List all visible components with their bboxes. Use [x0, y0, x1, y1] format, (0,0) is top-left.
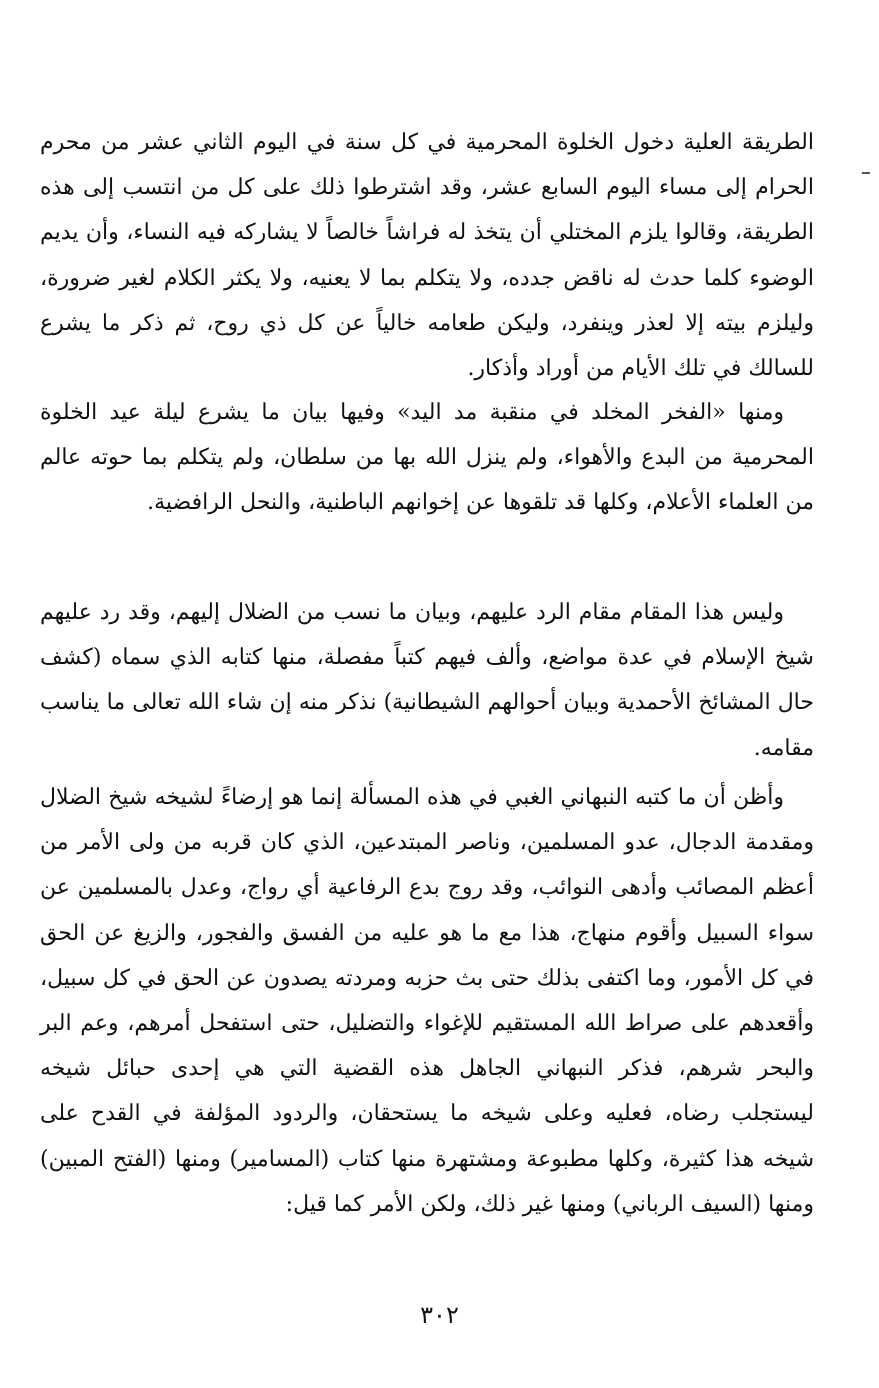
text-column-fourth: [40, 775, 814, 1227]
paragraph-3: وليس هذا المقام مقام الرد عليهم، وبيان ما نسب من الضلال إليهم، وقد رد عليهم شيخ الإسلام في عدة مواضع، وألف فيهم كتباً مفصلة، منها كتابه الذي سماه (كشف حال المشائخ الأحمدية وبيان أحوالهم الشيطانية) نذكر منه إن شاء الله تعالى ما يناسب مقامه.: [40, 600, 814, 761]
paragraph-2: ومنها «الفخر المخلد في منقبة مد اليد» وفيها بيان ما يشرع ليلة عيد الخلوة المحرمية من البدع والأهواء، ولم ينزل الله بها من سلطان، ولم يتكلم بما حوته عالم من العلماء الأعلام، وكلها قد تلقوها عن إخوانهم الباطنية، والنحل الرافضية.: [40, 400, 814, 516]
paragraph-4: وأظن أن ما كتبه النبهاني الغبي في هذه المسألة إنما هو إرضاءً لشيخه شيخ الضلال ومقدمة الدجال، عدو المسلمين، وناصر المبتدعين، الذي كان قربه من ولى الأمر من أعظم المصائب وأدهى النوائب، وقد روج بدع الرفاعية أي رواج، وعدل بالمسلمين عن سواء السبيل وأقوم منهاج، هذا مع ما هو عليه من الفسق والفجور، والزيغ عن الحق في كل الأمور، وما اكتفى بذلك حتى بث حزبه ومردته يصدون عن الحق في كل سبيل، وأقعدهم على صراط الله المستقيم للإغواء والتضليل، حتى استفحل أمرهم، وعم البر والبحر شرهم، فذكر النبهاني الجاهل هذه القضية التي هي إحدى حبائل شيخه ليستجلب رضاه، فعليه وعلى شيخه ما يستحقان، والردود المؤلفة في القدح على شيخه هذا كثيرة، وكلها مطبوعة ومشتهرة منها كتاب (المسامير) ومنها (الفتح المبين) ومنها (السيف الرباني) ومنها غير ذلك، ولكن الأمر كما قيل:: [40, 785, 814, 1217]
text-column-second: [40, 390, 814, 526]
text-column-third: [40, 590, 814, 771]
text-column-top: [40, 120, 814, 391]
margin-mark: [862, 172, 870, 174]
page-number: ٣٠٢: [420, 1301, 459, 1329]
paragraph-1: الطريقة العلية دخول الخلوة المحرمية في كل سنة في اليوم الثاني عشر من محرم الحرام إلى مساء اليوم السابع عشر، وقد اشترطوا ذلك على كل من انتسب إلى هذه الطريقة، وقالوا يلزم المختلي أن يتخذ له فراشاً خالصاً لا يشاركه فيه النساء، وأن يديم الوضوء كلما حدث له ناقض جدده، ولا يتكلم بما لا يعنيه، ولا يكثر الكلام لغير ضرورة، وليلزم بيته إلا لعذر وينفرد، وليكن طعامه خالياً عن كل ذي روح، ثم ذكر ما يشرع للسالك في تلك الأيام من أوراد وأذكار.: [40, 130, 814, 382]
